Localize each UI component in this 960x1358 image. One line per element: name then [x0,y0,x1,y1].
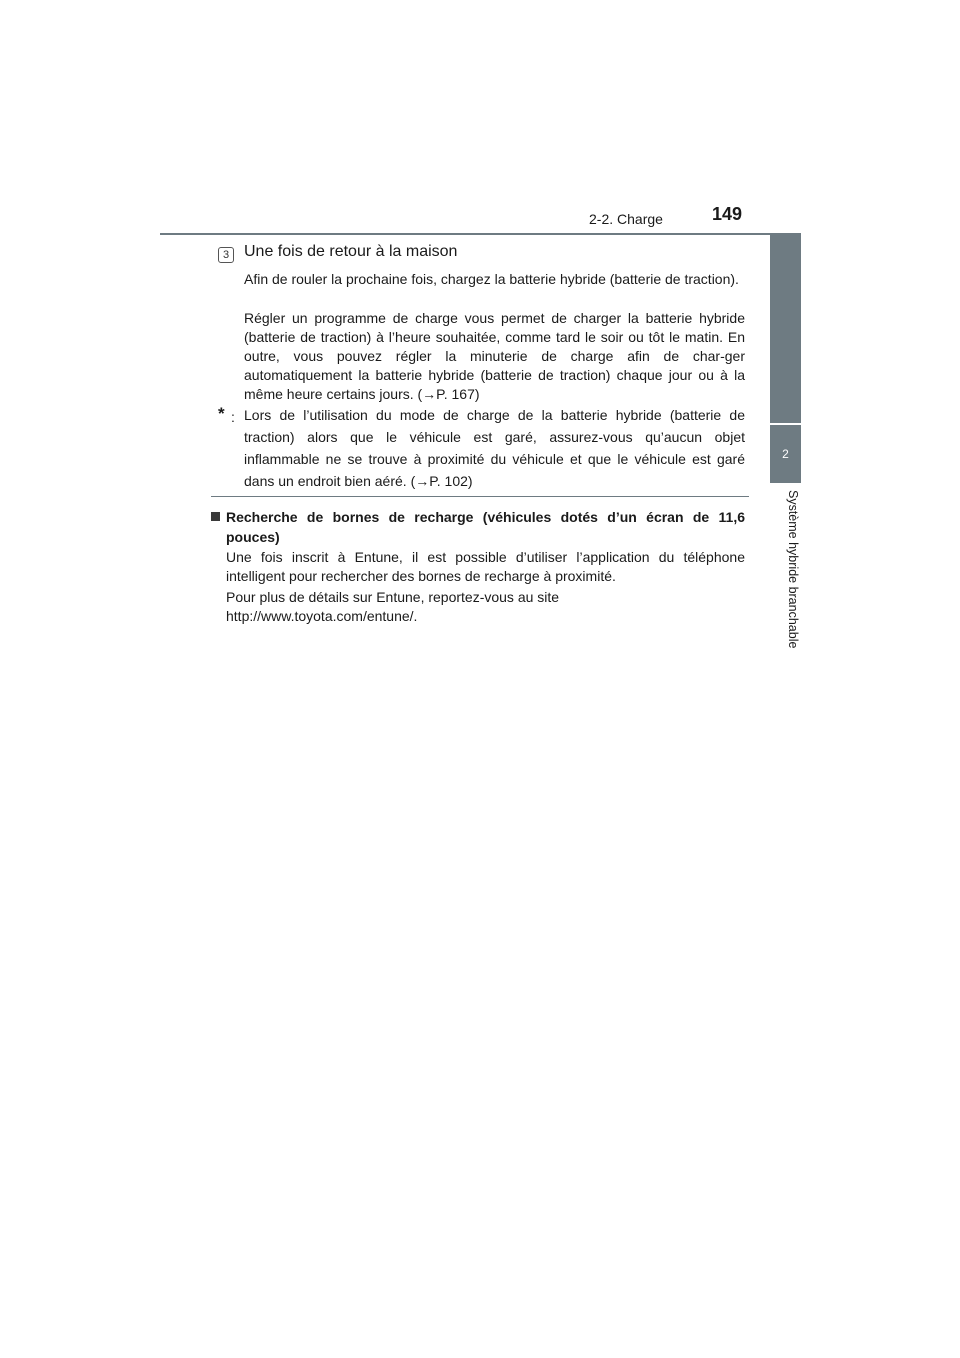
subsection-paragraph: Pour plus de détails sur Entune, reportez-vous au site [226,589,560,605]
section-divider [211,496,749,497]
header-divider [160,233,801,235]
footnote-text: Lors de l’utilisation du mode de charge de la batterie hybride (batterie de traction) alors que le véhicule est garé, assurez-vous qu’aucun objet inflammable ne se trouve à proximité du véhicule et que le véhicule est garé dans un endroit bien aéré. (→P. 102) [244,407,745,489]
step-paragraph: Régler un programme de charge vous permet de charger la batterie hybride (batterie de traction) à l’heure souhaitée, comme tard le soir ou tôt le matin. En outre, vous pouvez régler la minuterie de charge afin de char-ger automatiquement la batterie hybride (batterie de traction) chaque jour ou à la même heure certains jours. (→P. 167) [244,310,745,402]
website-link[interactable]: http://www.toyota.com/entune/. [226,608,418,624]
step-title: Une fois de retour à la maison [244,243,458,260]
step-paragraph: Afin de rouler la prochaine fois, chargez la batterie hybride (batterie de traction). [244,271,739,287]
square-bullet-icon [211,512,220,521]
step-number-badge: 3 [218,247,234,263]
chapter-tab-title: Système hybride branchable [786,490,800,649]
footnote-marker: * [218,404,225,423]
footnote-colon: : [231,409,235,425]
subsection-title: Recherche de bornes de recharge (véhicules dotés d’un écran de 11,6 pouces) [226,509,745,545]
subsection-paragraph: Une fois inscrit à Entune, il est possible d’utiliser l’application du téléphone intelligent pour rechercher des bornes de recharge à proximité. [226,549,745,584]
section-title: 2-2. Charge [589,211,663,227]
chapter-tab-bar [770,233,801,423]
chapter-tab-number: 2 [770,425,801,483]
page-number: 149 [712,204,743,224]
